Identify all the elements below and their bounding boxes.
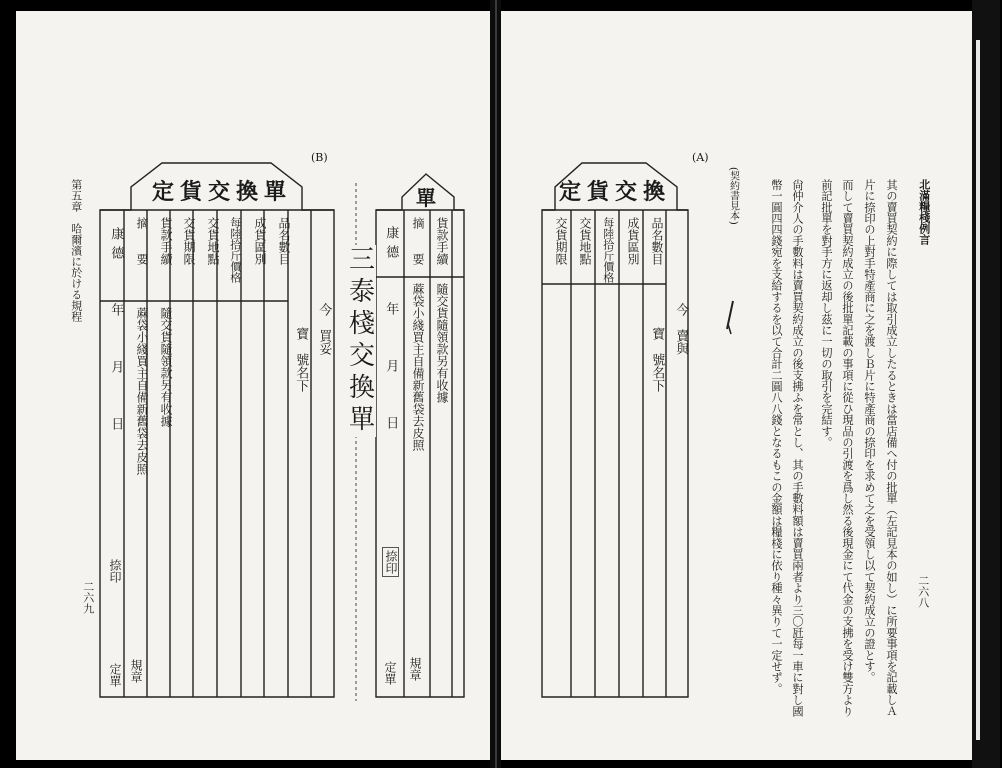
form-title: 定貨交換 (559, 179, 672, 205)
shop-label: 寶 號名下 (293, 327, 309, 392)
stub-row-label: 貨款手續 (435, 217, 449, 265)
form-b-label: (B) (311, 151, 328, 164)
page-number: 二六九 (81, 581, 95, 614)
stub-payment-value: 隨交貨隨領款另有收據 (435, 283, 449, 403)
row-label: 交貨期限 (182, 217, 196, 265)
sample-label: (契約書見本) (727, 167, 739, 225)
to-label: 今 賣與 (673, 303, 689, 355)
row-label: 成貨區別 (253, 217, 267, 265)
row-label: 品名數目 (650, 217, 664, 265)
rule-label: 規章 (129, 659, 143, 683)
date-label: 康德 年 月 日 (108, 227, 124, 436)
stub-fixed-label: 定單 (383, 661, 397, 685)
page-number: 二六八 (916, 575, 930, 608)
stub-row-label: 摘 要 (411, 217, 425, 265)
to-label: 今 買妥 (316, 303, 332, 355)
row-label: 交貨地點 (578, 217, 592, 265)
body-line: 幣一圓四四錢宛を支給するを以て合計二圓八八錢となるもこの金額は糧棧に依り種々異りて一定せず。 (770, 179, 783, 695)
remarks-value: 蔴袋小綫買主自備新舊袋去皮照 (135, 307, 149, 475)
row-label: 摘 要 (135, 217, 149, 265)
body-line: 而して賣買契約成立の後批單記載の事項に從ひ現品の引渡を爲し然る後現金にて代金の支拂を受け雙方より (841, 179, 854, 717)
stub-rule-label: 規章 (408, 657, 422, 681)
spine-line (495, 0, 497, 768)
running-head: 第五章 哈爾濱に於ける規程 (69, 179, 83, 322)
page-edge-strip (976, 40, 980, 740)
row-label: 品名數目 (277, 217, 291, 265)
stub-remarks-value: 蔴袋小綫買主自備新舊袋去皮照 (411, 283, 425, 451)
body-line: 前記批單を對手方に返却し茲に一切の取引を完結す。 (820, 179, 833, 448)
row-label: 每陸拾斤價格 (228, 217, 242, 283)
row-label: 每陸拾斤價格 (601, 217, 615, 283)
running-head: 北滿糧棧例言 (917, 179, 931, 245)
row-label: 成貨區別 (626, 217, 640, 265)
shop-label: 寶 號名下 (649, 327, 665, 392)
body-line: 尙仲介人の手數料は賣買契約成立の後支拂ふを常とし、其の手數料額は賣買兩者より三〇瓩每一車に對し國 (791, 179, 804, 717)
payment-value: 隨交貨隨領款另有收據 (159, 307, 173, 427)
right-page (501, 11, 972, 760)
stub-title: 單 (416, 186, 436, 210)
body-line: 其の賣買契約に際しては取引成立したるときは當店備へ付の批單（左記見本の如し）に所要事項を記載しＡ (885, 179, 898, 717)
row-label: 交貨期限 (554, 217, 568, 265)
stub-seal-label: 捺印 (382, 547, 399, 577)
fixed-label: 定單 (108, 663, 122, 687)
row-label: 交貨地點 (206, 217, 220, 265)
form-title: 定貨交換單 (152, 179, 293, 205)
seal-label: 捺印 (108, 559, 122, 583)
left-page (16, 11, 490, 760)
row-label: 貨款手續 (159, 217, 173, 265)
form-a-label: (A) (692, 151, 709, 164)
stub-date-label: 康德 年 月 日 (383, 226, 399, 435)
stub-side-title: 三泰棧交換單 (344, 245, 375, 437)
body-line: 片に捺印の上對手特產商に之を渡しＢ片に特產商の捺印を求めて之を受領し以て契約成立の證とす。 (863, 179, 876, 683)
right-form-lines (501, 11, 972, 760)
